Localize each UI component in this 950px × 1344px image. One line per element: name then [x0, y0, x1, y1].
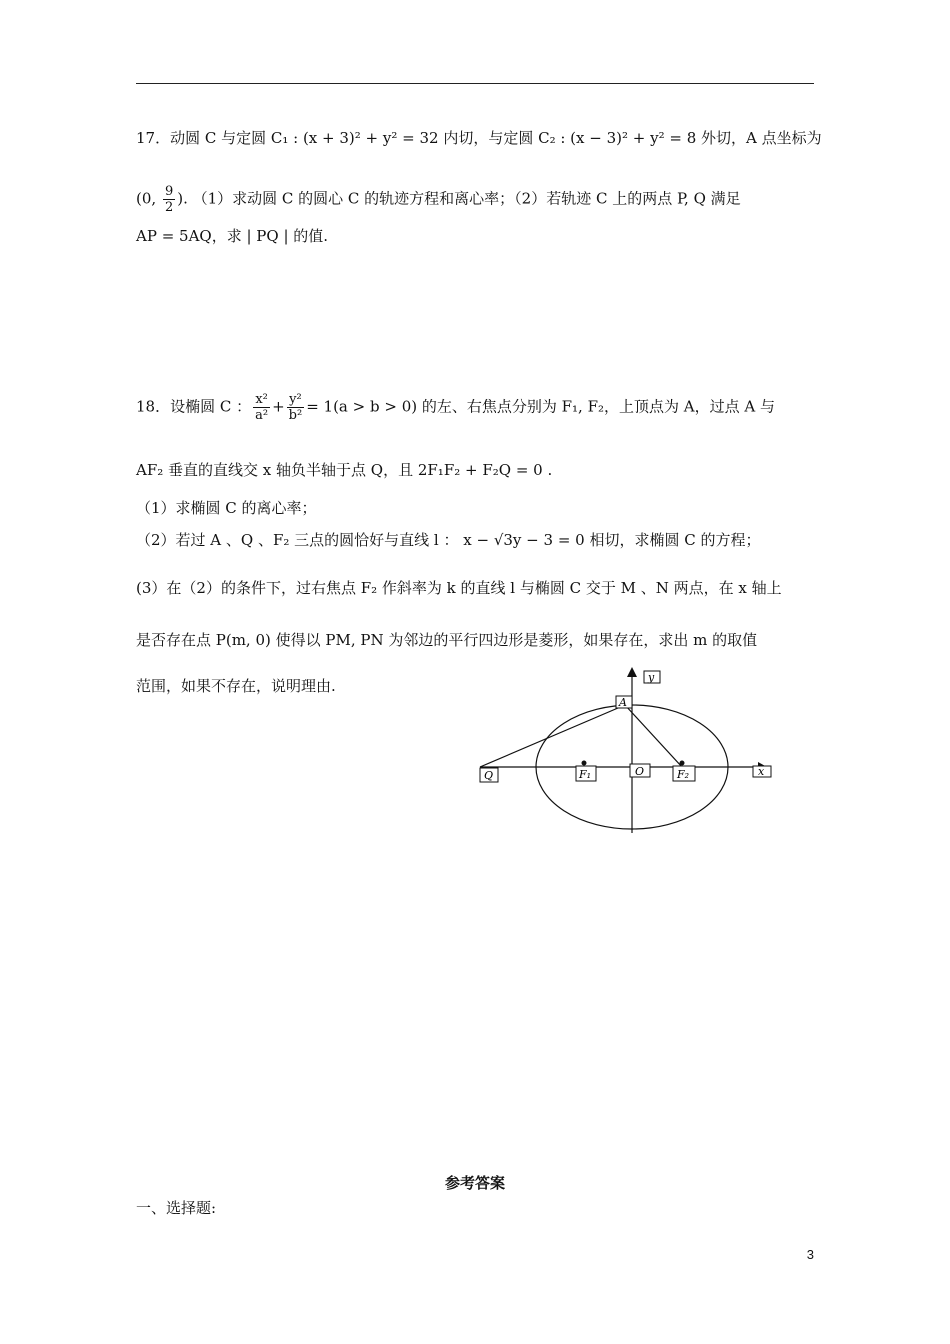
q18-line1-a: 18．设椭圆 C ： [136, 397, 252, 416]
q18-line1 [136, 392, 814, 423]
q18-frac2 [287, 392, 305, 423]
q18-line4: （2）若过 A 、Q 、F₂ 三点的圆恰好与直线 l ： x − √3y − 3 = 0 相切，求椭圆 C 的方程； [136, 531, 761, 549]
label-Q: Q [484, 769, 494, 782]
answer-section-1: 一、选择题: [136, 1199, 217, 1217]
label-O: O [635, 765, 645, 778]
line-AQ [480, 705, 625, 767]
q18-frac1-num: x² [253, 392, 270, 408]
q18-line5: (3）在（2）的条件下，过右焦点 F₂ 作斜率为 k 的直线 l 与椭圆 C 交于 M 、N 两点，在 x 轴上 [136, 579, 782, 597]
q17-line2-prefix: (0, [136, 189, 161, 208]
label-y: y [648, 671, 655, 684]
q17-line1: 17．动圆 C 与定圆 C₁ : (x + 3)² + y² = 32 内切，与定圆 C₂ : (x − 3)² + y² = 8 外切，A 点坐标为 [136, 129, 822, 147]
q17-line2-rest: ). （1）求动圆 C 的圆心 C 的轨迹方程和离心率；（2）若轨迹 C 上的两点 P, Q 满足 [177, 189, 741, 208]
q18-line2: AF₂ 垂直的直线交 x 轴负半轴于点 Q，且 2F₁F₂ + F₂Q = 0 . [136, 461, 553, 479]
label-F1: F₁ [579, 768, 592, 781]
y-axis-arrow [627, 667, 637, 677]
header-rule [136, 83, 814, 84]
ellipse-figure [470, 665, 780, 837]
q18-frac1-den: a² [255, 408, 269, 423]
q18-line6: 是否存在点 P(m, 0) 使得以 PM, PN 为邻边的平行四边形是菱形，如果存在，求出 m 的取值 [136, 631, 758, 649]
focus-F1-point [582, 761, 587, 766]
q17-frac-den: 2 [164, 200, 174, 215]
q17-fraction [163, 184, 175, 215]
q18-line3: （1）求椭圆 C 的离心率； [136, 499, 317, 517]
line-AF2 [625, 705, 682, 767]
label-A: A [619, 696, 627, 709]
q17-line2 [136, 184, 814, 215]
q18-line1-b: = 1(a > b > 0) 的左、右焦点分别为 F₁, F₂，上顶点为 A，过点 A 与 [306, 397, 775, 416]
label-x: x [758, 765, 765, 778]
page-number: 3 [806, 1247, 814, 1262]
q18-plus: + [272, 397, 285, 416]
label-F2: F₂ [677, 768, 690, 781]
q18-frac2-den: b² [288, 408, 303, 423]
q17-frac-num: 9 [164, 184, 174, 199]
q18-frac2-num: y² [287, 392, 305, 408]
focus-F2-point [680, 761, 685, 766]
answer-title: 参考答案 [444, 1174, 505, 1192]
q18-frac1 [253, 392, 270, 423]
q18-line7: 范围，如果不存在，说明理由. [136, 677, 336, 695]
q17-line3: AP = 5AQ，求 | PQ | 的值. [136, 227, 329, 245]
